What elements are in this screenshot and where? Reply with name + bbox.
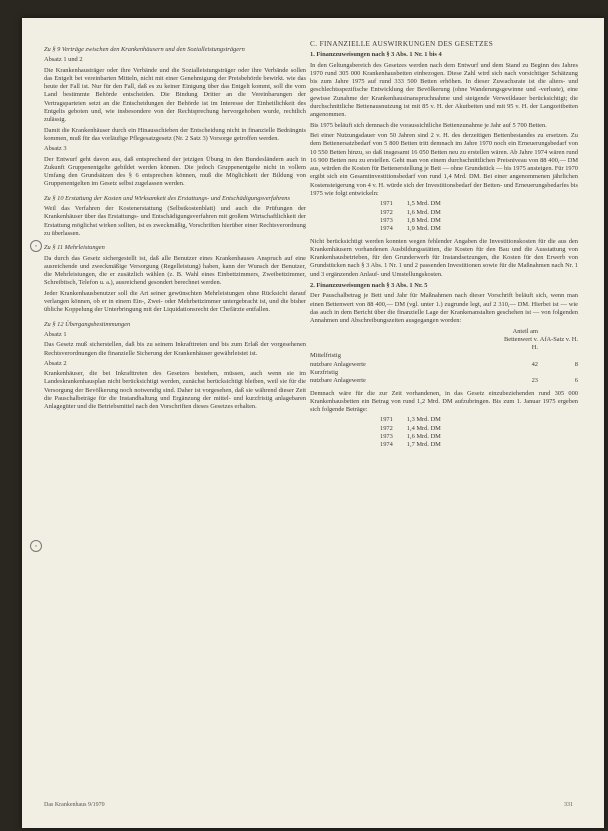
table-cell-year: 1973 xyxy=(380,216,393,224)
table-cell-amount: 1,6 Mrd. DM xyxy=(406,208,441,216)
financing-2-paragraph-2: Demnach wäre für die zur Zeit vorhandenen, in das Gesetz einzubeziehenden rund 305 000 Krankenhausbetten ein Betrag von rund 1,2 Mrd. DM aufzubringen. Bis zum 1. Januar 1975 ergeben sich folgende Beträge: xyxy=(310,389,578,414)
table-cell-year: 1974 xyxy=(380,225,393,233)
financing-1-paragraph-2: Bis 1975 beläuft sich demnach die voraussichtliche Bettenzunahme je Jahr auf 5 700 Betten. xyxy=(310,121,547,129)
table-cell-amount: 1,7 Mrd. DM xyxy=(406,441,441,449)
table-row xyxy=(380,225,455,233)
financing-1-paragraph-1: In den Geltungsbereich des Gesetzes werden nach dem Entwurf und dem Stand zu Beginn des Jahres 1970 rund 305 000 Krankenhausbetten einbezogen. Diese Zahl wird sich nach vorsichtiger Schätzung bis zum Jahre 1975 auf rund 333 500 Betten erhöhen. In dieser Zuwachsrate ist die alters- und geschlechtsspezifische Entwicklung der Bevölkerung (ohne Wanderungsgewinne und -verluste), eine gewisse Zunahme der Krankenhausinanspruchnahme und steigende Verweildauer berücksichtigt; die durchschnittliche Bettenausnutzung ist mit 85 v. H. der Akutbetten und mit 95 v. H. der Langzeitbetten angenommen. xyxy=(310,61,578,119)
table-cell-amount: 1,3 Mrd. DM xyxy=(406,416,441,424)
section-9-paragraph-2: Damit die Krankenhäuser durch ein Hinausschieben der Entscheidung nicht in finanzielle Bedrängnis kommen, muß für das vorläufige Pflegesatzgesetz (Nr. 2 Satz 3) Vorsorge getroffen werden. xyxy=(44,126,306,142)
table-cell-share xyxy=(498,352,538,360)
table-row xyxy=(310,352,578,360)
section-12-subheading-2: Absatz 2 xyxy=(44,359,67,367)
table-row xyxy=(380,416,455,424)
section-11-heading: Zu § 11 Mehrleistungen xyxy=(44,244,105,252)
section-11-paragraph-1: Da durch das Gesetz sichergestellt ist, daß alle Benutzer eines Krankenhauses Anspruch auf eine ausreichende und zweckmäßige Versorgung (Regelleistung) haben, kann der Wunsch der Benutzer, die Mehrleistungen, die er zusätzlich wählen (z. B. Wahl eines Einbettzimmers, Zweibettzimmer, Schreibtisch, Telefon u. a.), ausreichend gesondert berechnet werden. xyxy=(44,254,306,287)
table-row xyxy=(380,200,455,208)
table-cell-share: 23 xyxy=(531,377,538,385)
table-cell-amount: 1,4 Mrd. DM xyxy=(406,424,441,432)
table-cell-year: 1971 xyxy=(380,200,393,208)
investment-costs-table xyxy=(380,200,455,233)
section-12-subheading-1: Absatz 1 xyxy=(44,330,67,338)
table-header-share: Anteil am Bettenwert v. H. xyxy=(503,327,538,352)
table-cell-label: nutzbare Anlagewerte xyxy=(310,377,366,385)
financing-2-heading: 2. Finanzzuweisungen nach § 3 Abs. 1 Nr. 5 xyxy=(310,282,428,290)
right-column xyxy=(310,40,578,454)
table-cell-label: nutzbare Anlagewerte xyxy=(310,360,366,368)
lump-sum-table xyxy=(380,416,455,449)
table-cell-amount: 1,8 Mrd. DM xyxy=(406,216,441,224)
table-cell-year: 1972 xyxy=(380,208,393,216)
section-12-paragraph-1: Das Gesetz muß sicherstellen, daß bis zu seinem Inkrafttreten und bis zum Erlaß der vorgesehenen Rechtsverordnungen die finanzielle Sicherung der Krankenhäuser gewährleistet ist. xyxy=(44,341,306,357)
section-9-paragraph-1: Die Krankenhausträger oder ihre Verbände und die Sozialleistungsträger oder ihre Verbände sollen das Entgelt bei vereinbarten Mitteln, nicht mit einer Genehmigung der Preisbehörde bewirkt. wie das heute der Fall ist. Nur für den Fall, daß es zu keiner Einigung über das Entgelt kommt, soll die vom Land bestimmte Behörde entscheiden. Die Bindung Dritter an die Vereinbarungen der Vertragsparteien setzt an die Entscheidungen der Behörde ist im Interesse der Einheitlichkeit des Entgelts geboten und, wie insbesondere von der Rechtsprechung hervorgehoben wurde, rechtlich zulässig. xyxy=(44,66,306,124)
table-row xyxy=(310,369,578,377)
table-row xyxy=(380,441,455,449)
section-12-heading: Zu § 12 Übergangsbestimmungen xyxy=(44,320,131,328)
page-number: 331 xyxy=(564,802,573,808)
table-cell-amount: 1,6 Mrd. DM xyxy=(406,433,441,441)
table-cell-rate xyxy=(538,352,578,360)
section-10-heading: Zu § 10 Erstattung der Kosten und Wirksamkeit des Erstattungs- und Entschädigungsverfahrens xyxy=(44,194,290,202)
table-cell-year: 1974 xyxy=(380,441,393,449)
table-cell-amount: 1,5 Mrd. DM xyxy=(406,200,441,208)
table-header-rate: AfA-Satz v. H. xyxy=(539,335,578,343)
punch-hole-icon: ◦ xyxy=(30,240,42,252)
table-header-row xyxy=(310,328,578,353)
table-row xyxy=(380,433,455,441)
table-cell-year: 1973 xyxy=(380,433,393,441)
table-cell-year: 1971 xyxy=(380,416,393,424)
punch-hole-icon: ◦ xyxy=(30,540,42,552)
section-10-paragraph: Weil das Verfahren der Kostenerstattung (Selbstkostenblatt) und auch die Prüfungen der Krankenhäuser über das Erstattungs- und Entschädigungsverfahren mit großem Wirtschaftlichkeit der Erstattung möglichst wirken sollten, ist es zweckmäßig, Vorschriften hierüber einer Rechtsverordnung zu überlassen. xyxy=(44,205,306,237)
footer-journal: Das Krankenhaus 9/1970 xyxy=(44,802,105,808)
table-cell-share: 42 xyxy=(531,360,538,368)
table-cell-rate: 6 xyxy=(574,377,578,385)
table-row xyxy=(380,209,455,217)
depreciation-table xyxy=(310,328,578,386)
section-9-paragraph-3: Der Entwurf geht davon aus, daß entsprechend der jetzigen Übung in den Bundesländern auch in Zukunft Gruppenentgelte gebildet werden können. Die jedoch Gruppenentgelte nicht in vollem Umfang den Grundsätzen des § 6 entsprechen können, muß die Möglichkeit der Bildung von Gruppenentgelten im Gesetz selbst zugelassen werden. xyxy=(44,155,306,188)
table-cell-rate xyxy=(538,369,578,377)
table-cell-label: Kurzfristig xyxy=(310,368,339,376)
table-row xyxy=(310,377,578,385)
table-cell-label: Mittelfristig xyxy=(310,352,341,360)
document-page xyxy=(22,18,604,828)
financing-2-paragraph-1: Der Pauschalbetrag je Bett und Jahr für Maßnahmen nach dieser Vorschrift beläuft sich, wenn man einen Bettenwert von 88 400,— DM (vgl. unter 1.) zugrunde legt, auf 2 310,— DM. Hierbei ist — wie das auch in dem Bericht über die finanzielle Lage der Krankenanstalten geschehen ist — von folgenden Annahmen und Abschreibungszeiten ausgegangen worden: xyxy=(310,292,578,325)
financing-1-paragraph-3: Bei einer Nutzungsdauer von 50 Jahren sind 2 v. H. des derzeitigen Bettenbestandes zu ersetzen. Zu dem Bettenersatzbedarf von 5 800 Betten tritt demnach im Jahre 1970 noch ein Erneuerungsbedarf von 10 550 Betten hinzu, so daß insgesamt 16 050 Betten neu zu erstellen wären. Ab Jahre 1974 wären rund 16 900 Betten neu zu erstellen. Geht man von einem durchschnittlichen Preisniveau von 88 400,— DM aus, würden die Kosten für Bettenerstellung je Bett — ohne Grundstück — bis 1975 ansteigen. Für 1970 ergibt sich ein Gesamtinvestitionsbedarf von rund 1,4 Mrd. DM. Bei einer angenommenen jährlichen Kostensteigerung von 4 v. H. würde sich der Investitionsbedarf der Betten- und Erneuerungsbedarfes bis 1975 wie folgt entwickeln: xyxy=(310,131,579,198)
table-row xyxy=(310,361,578,369)
table-cell-rate: 8 xyxy=(574,360,578,368)
financing-1-paragraph-4: Nicht berücksichtigt werden konnten wegen fehlender Angaben die Investitionskosten für die aus den Krankenhäusern vorhandenen Ausbildungsstätten, die Kosten für den Bau und die Ausstattung von Krankenhausbetrieben, für den Grunderwerb für Instandsetzungen, die Kosten für den Erwerb von Grundstücken nach § 3 Abs. 1 Nr. 1 und 2 passenden Investitionen sowie für die Maßnahmen nach Nr. 1 und 3 ergänzenden Anlauf- und Umstellungskosten. xyxy=(310,237,578,278)
table-cell-amount: 1,9 Mrd. DM xyxy=(406,225,441,233)
section-12-paragraph-2: Krankenhäuser, die bei Inkrafttreten des Gesetzes bestehen, müssen, auch wenn sie im Landeskrankenhausplan nicht berücksichtigt werden, zunächst berücksichtigt bleiben, weil sie für die Versorgung der Bevölkerung noch notwendig sind. Daher ist vorgesehen, daß sie während dieser Zeit die Pauschalbeträge für die Instandhaltung und Ergänzung der mittel- und kurzfristig anlagebaren Anlagegüter und die Betriebsmittel nach den Vorschriften dieses Gesetzes erhalten. xyxy=(44,370,306,411)
section-c-title: C. FINANZIELLE AUSWIRKUNGEN DES GESETZES xyxy=(310,40,494,48)
section-11-paragraph-2: Jeder Krankenhausbenutzer soll die Art seiner gewünschten Mehrleistungen ohne Rücksicht darauf verlangen können, ob er in einem Ein-, Zwei- oder Mehrbettzimmer untergebracht ist, und die bisher übliche Koppelung der Unterbringung mit der Liquidationsrecht der Chefärzte entfallen. xyxy=(44,289,306,314)
table-header-label xyxy=(310,328,498,353)
section-9-subheading-3: Absatz 3 xyxy=(44,145,67,153)
table-row xyxy=(380,425,455,433)
section-9-heading: Zu § 9 Verträge zwischen den Krankenhäusern und den Sozialleistungsträgern xyxy=(44,46,245,53)
left-column xyxy=(34,40,306,550)
financing-1-heading: 1. Finanzzuweisungen nach § 3 Abs. 1 Nr. 1 bis 4 xyxy=(310,51,442,59)
table-cell-year: 1972 xyxy=(380,424,393,432)
section-9-subheading-1: Absatz 1 und 2 xyxy=(44,56,83,64)
table-row xyxy=(380,217,455,225)
table-cell-share xyxy=(498,369,538,377)
